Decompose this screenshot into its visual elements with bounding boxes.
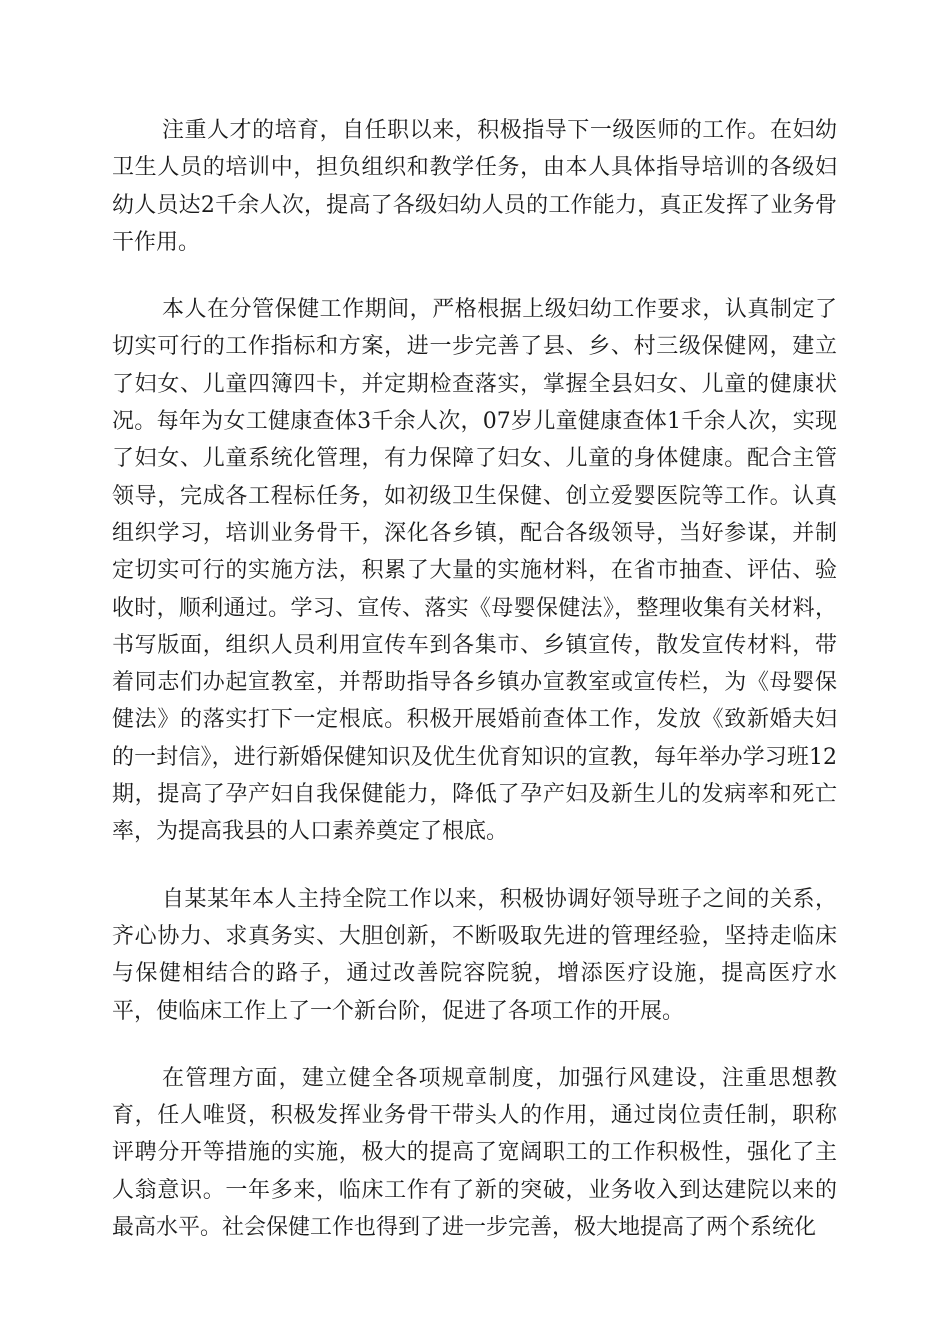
paragraph-health-care-work: 本人在分管保健工作期间，严格根据上级妇幼工作要求，认真制定了切实可行的工作指标和方案，进一步完善了县、乡、村三级保健网，建立了妇女、儿童四簿四卡，并定期检查落实，掌握全县妇女、儿童的健康状况。每年为女工健康查体3千余人次，07岁儿童健康查体1千余人次，实现了妇女、儿童系统化管理，有力保障了妇女、儿童的身体健康。配合主管领导，完成各工程标任务，如初级卫生保健、创立爱婴医院等工作。认真组织学习，培训业务骨干，深化各乡镇，配合各级领导，当好参谋，并制定切实可行的实施方法，积累了大量的实施材料，在省市抽查、评估、验收时，顺利通过。学习、宣传、落实《母婴保健法》，整理收集有关材料，书写版面，组织人员利用宣传车到各集市、乡镇宣传，散发宣传材料，带着同志们办起宣教室，并帮助指导各乡镇办宣教室或宣传栏，为《母婴保健法》的落实打下一定根底。积极开展婚前查体工作，发放《致新婚夫妇的一封信》，进行新婚保健知识及优生优育知识的宣教，每年举办学习班12期，提高了孕产妇自我保健能力，降低了孕产妇及新生儿的发病率和死亡率，为提高我县的人口素养奠定了根底。 <box>112 297 837 845</box>
document-body <box>112 112 837 1276</box>
paragraph-management: 在管理方面，建立健全各项规章制度，加强行风建设，注重思想教育，任人唯贤，积极发挥业务骨干带头人的作用，通过岗位责任制，职称评聘分开等措施的实施，极大的提高了宽阔职工的工作积极性，强化了主人翁意识。一年多来，临床工作有了新的突破，业务收入到达建院以来的最高水平。社会保健工作也得到了进一步完善，极大地提高了两个系统化 <box>112 1065 837 1241</box>
paragraph-talent-training: 注重人才的培育，自任职以来，积极指导下一级医师的工作。在妇幼卫生人员的培训中，担负组织和教学任务，由本人具体指导培训的各级妇幼人员达2千余人次，提高了各级妇幼人员的工作能力，真正发挥了业务骨干作用。 <box>112 118 837 255</box>
paragraph-hospital-leadership: 自某某年本人主持全院工作以来，积极协调好领导班子之间的关系，齐心协力、求真务实、大胆创新，不断吸取先进的管理经验，坚持走临床与保健相结合的路子，通过改善院容院貌，增添医疗设施，提高医疗水平，使临床工作上了一个新台阶，促进了各项工作的开展。 <box>112 886 837 1024</box>
